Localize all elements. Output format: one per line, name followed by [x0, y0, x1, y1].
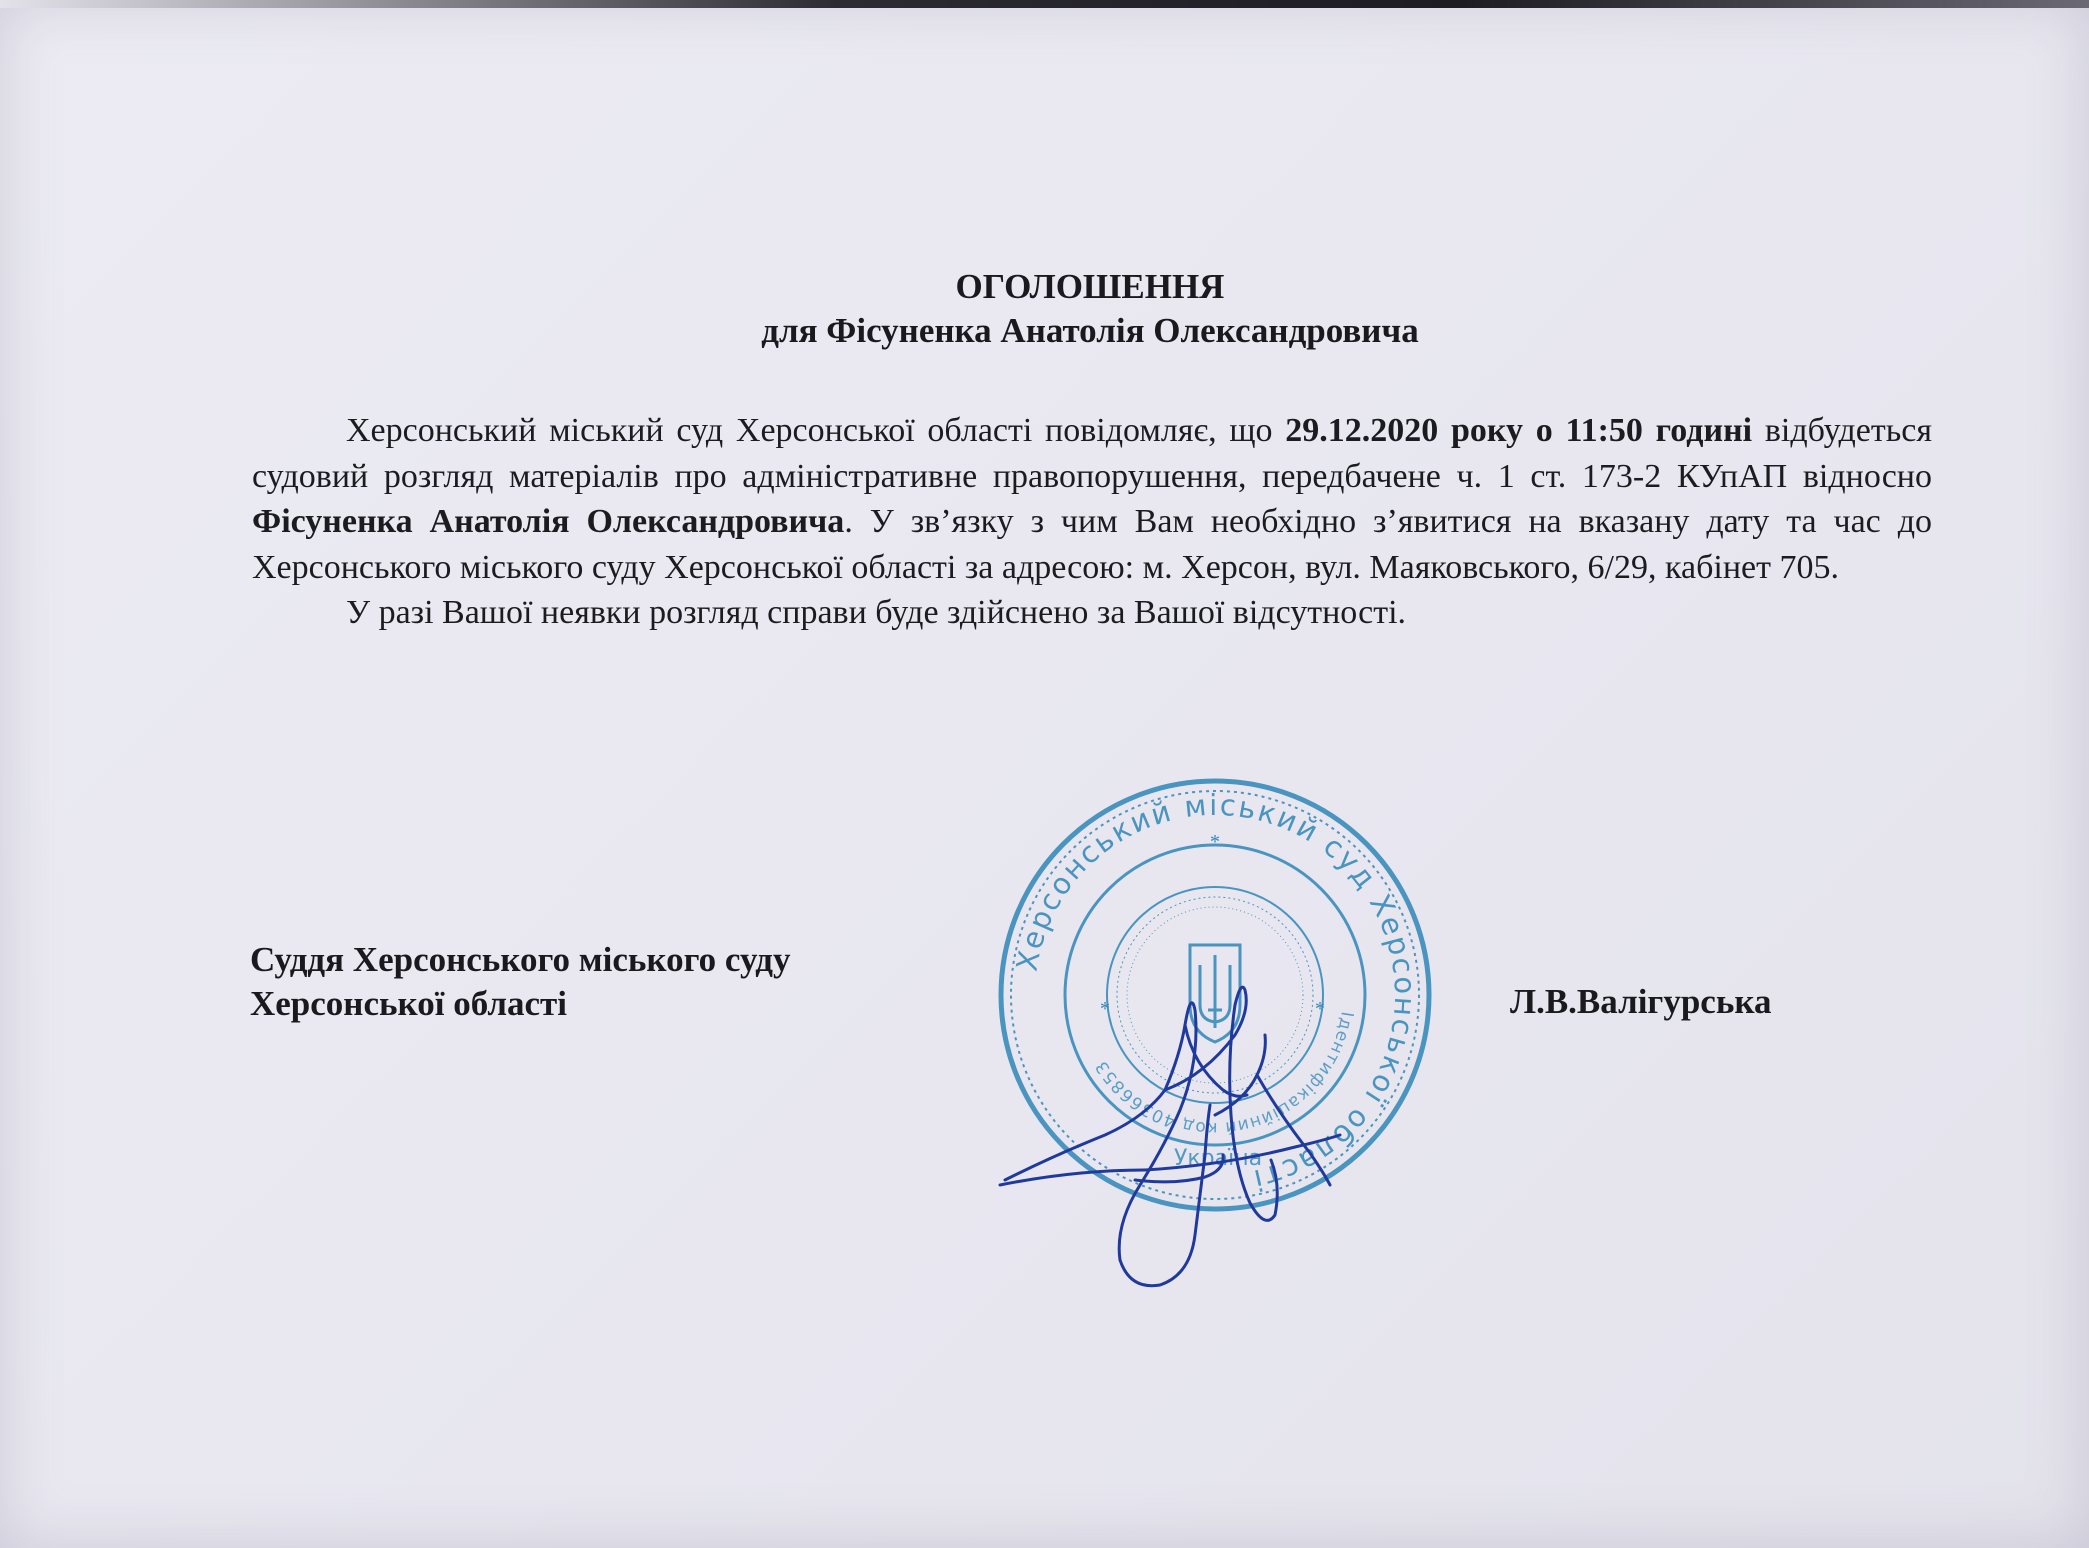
seal-outer-text: Херсонський міський суд Херсонської області: [1009, 787, 1423, 1198]
signatory-line-2: Херсонської області: [250, 984, 567, 1023]
handwritten-signature: [995, 885, 1375, 1305]
p1-text-1: Херсонський міський суд Херсонської області повідомляє, що: [346, 412, 1286, 449]
signatory-name: Л.В.Валігурська: [1510, 982, 1772, 1021]
svg-text:*: *: [1315, 998, 1325, 1020]
paragraph-2: У разі Вашої неявки розгляд справи буде здійснено за Вашої відсутності.: [346, 594, 1407, 631]
seal-inner-text: Ідентифікаційний код 40366853: [1091, 1010, 1357, 1139]
p1-text-2: відбудеться судовий розгляд матеріалів про адміністративне правопорушення, передбачене ч. 1 ст. 173-2 КУпАП відносно: [252, 412, 1932, 495]
signatory-title: [250, 938, 790, 1026]
hearing-datetime: 29.12.2020 року о 11:50 годині: [1285, 412, 1753, 449]
scan-edge: [0, 0, 2089, 8]
subheading: для Фісуненка Анатолія Олександровича: [761, 311, 1419, 350]
svg-text:*: *: [1100, 998, 1110, 1020]
p1-text-3: . У зв’язку з чим Вам необхідно з’явитися на вказану дату та час до Херсонського міського суду Херсонської області за адресою: м. Херсон, вул. Маяковського, 6/29, кабінет 705.: [252, 503, 1932, 586]
announcement-body: [252, 408, 1932, 636]
document-title: [0, 265, 2089, 353]
signatory-line-1: Суддя Херсонського міського суду: [250, 940, 791, 979]
heading: ОГОЛОШЕННЯ: [955, 267, 1225, 306]
seal-bottom-text: Україна: [1173, 1146, 1263, 1171]
paragraph-1: [252, 408, 1932, 590]
person-name: Фісуненка Анатолія Олександровича: [252, 503, 845, 540]
svg-text:*: *: [1210, 831, 1220, 853]
